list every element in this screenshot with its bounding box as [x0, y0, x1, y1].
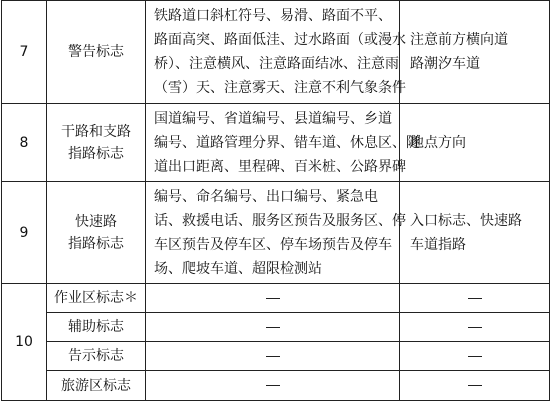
sign-list [146, 104, 420, 182]
standards-table [1, 0, 550, 401]
category-name: 旅游区标志 [47, 371, 146, 401]
remark-cell [400, 313, 550, 342]
sign-list-line: 道出口距离、里程碑、百米桩、公路界碑 [154, 158, 406, 175]
table-row [2, 284, 550, 313]
sign-list [146, 313, 400, 342]
sign-list [146, 182, 406, 284]
row-number: 8 [2, 104, 47, 182]
remark-cell [400, 371, 550, 401]
remark-line: 路潮汐车道 [410, 56, 480, 72]
sign-list [146, 1, 406, 104]
row-number: 10 [2, 284, 47, 401]
sign-list [146, 342, 400, 371]
empty-dash [266, 298, 280, 299]
empty-dash [468, 327, 482, 328]
remark-cell [400, 104, 550, 182]
table-row [2, 371, 550, 401]
empty-dash [266, 327, 280, 328]
sign-list-line: 铁路道口斜杠符号、易滑、路面不平、 [154, 8, 392, 24]
category-name: 作业区标志＊ [47, 284, 146, 313]
table-row [2, 104, 550, 182]
empty-dash [468, 385, 482, 386]
sign-list-line: 编号、道路管理分界、错车道、休息区、隧 [154, 134, 420, 151]
remark-cell [400, 342, 550, 371]
sign-list-line: 桥）、注意横风、注意路面结冰、注意雨 [154, 56, 399, 72]
category-name: 辅助标志 [47, 313, 146, 342]
sign-list-line: 编号、命名编号、出口编号、紧急电 [154, 188, 378, 205]
remark-cell [400, 1, 550, 104]
category-name [47, 1, 146, 104]
empty-dash [266, 356, 280, 357]
category-name [47, 104, 146, 182]
category-name [47, 182, 146, 284]
table-row [2, 182, 550, 284]
table-row [2, 342, 550, 371]
empty-dash [468, 298, 482, 299]
remark-line: 注意前方横向道 [410, 32, 508, 48]
empty-dash [468, 356, 482, 357]
row-number: 9 [2, 182, 47, 284]
sign-list-line: 话、救援电话、服务区预告及服务区、停 [154, 212, 406, 229]
category-name-line: 警告标志 [68, 44, 124, 60]
category-name-line: 干路和支路 [61, 123, 131, 140]
remark-line: 入口标志、快速路 [410, 212, 522, 229]
sign-list-line: 路面高突、路面低洼、过水路面（或漫水 [154, 32, 406, 48]
sign-list-line: 国道编号、省道编号、县道编号、乡道 [154, 110, 392, 127]
category-name-line: 指路标志 [68, 235, 124, 252]
remark-cell [400, 182, 550, 284]
remark-line: 地点方向 [410, 134, 466, 151]
sign-list [146, 284, 400, 313]
remark-cell [400, 284, 550, 313]
sign-list-line: 车区预告及停车区、停车场预告及停车 [154, 236, 392, 253]
category-name-line: 指路标志 [68, 145, 124, 162]
sign-list-line: （雪）天、注意雾天、注意不利气象条件 [154, 80, 406, 96]
empty-dash [266, 385, 280, 386]
table-row [2, 313, 550, 342]
sign-list-line: 场、爬坡车道、超限检测站 [154, 260, 322, 277]
sign-list [146, 371, 400, 401]
row-number: 7 [2, 1, 47, 104]
remark-line: 车道指路 [410, 236, 466, 253]
table-row [2, 1, 550, 104]
category-name-line: 快速路 [75, 213, 117, 230]
category-name: 告示标志 [47, 342, 146, 371]
